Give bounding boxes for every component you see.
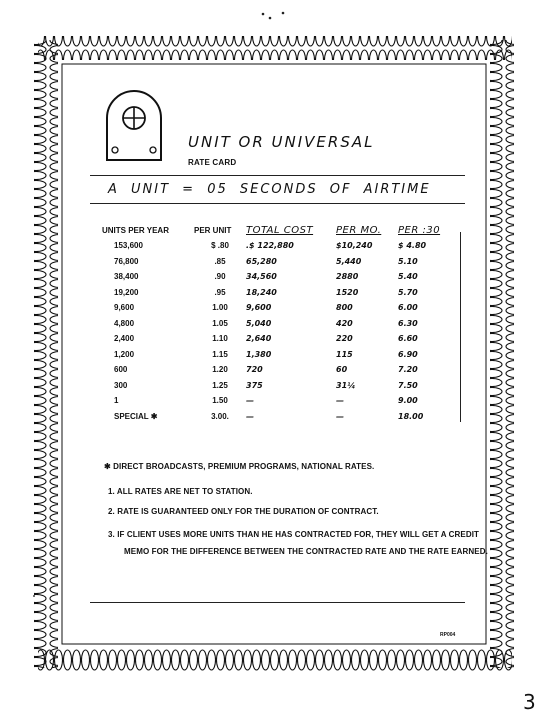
note-3-continued: MEMO FOR THE DIFFERENCE BETWEEN THE CONTRACTED RATE AND THE RATE EARNED. (124, 547, 488, 556)
table-cell: 1 (114, 396, 119, 406)
table-row (102, 300, 458, 316)
table-cell: 6.30 (398, 318, 418, 328)
table-cell: 1520 (336, 287, 359, 297)
table-cell: — (246, 396, 254, 406)
table-cell: 420 (336, 318, 353, 328)
table-cell: 9,600 (246, 303, 272, 313)
table-cell: 5.10 (398, 256, 418, 266)
table-cell: .95 (214, 287, 226, 297)
table-cell: 4,800 (114, 318, 135, 328)
table-cell: 9,600 (114, 303, 135, 313)
table-cell: 19,200 (114, 287, 139, 297)
column-header: PER MO. (336, 224, 382, 236)
table-cell: 720 (246, 365, 263, 375)
table-cell: $10,240 (336, 241, 373, 251)
column-header: TOTAL COST (246, 224, 314, 236)
table-cell: 5.40 (398, 272, 418, 282)
divider (90, 175, 465, 176)
table-cell: 34,560 (246, 272, 277, 282)
unit-definition: A UNIT = 05 SECONDS OF AIRTIME (108, 182, 431, 197)
table-row (102, 409, 458, 425)
table-cell: 38,400 (114, 272, 139, 282)
table-cell: 7.20 (398, 365, 418, 375)
column-header: UNITS PER YEAR (102, 225, 169, 235)
table-row (102, 238, 458, 254)
table-cell: 375 (246, 380, 263, 390)
page-number: 3 (523, 690, 537, 714)
column-header: PER :30 (398, 224, 441, 236)
form-code: RP004 (440, 632, 456, 638)
table-row (102, 362, 458, 378)
note-special: ✱ DIRECT BROADCASTS, PREMIUM PROGRAMS, NATIONAL RATES. (104, 462, 375, 471)
rate-table (102, 222, 458, 424)
table-row (102, 269, 458, 285)
table-cell: 65,280 (246, 256, 277, 266)
table-cell: 2,400 (114, 334, 135, 344)
table-cell: 115 (336, 349, 353, 359)
table-cell: 1.15 (212, 349, 228, 359)
table-cell: 1.50 (212, 396, 228, 406)
table-row (102, 331, 458, 347)
table-cell: 18.00 (398, 411, 424, 421)
table-row (102, 378, 458, 394)
table-cell: 1,380 (246, 349, 272, 359)
table-cell: $ 4.80 (398, 241, 427, 251)
table-cell: 6.90 (398, 349, 418, 359)
table-cell: 7.50 (398, 380, 418, 390)
table-cell: 5.70 (398, 287, 418, 297)
note-1: 1. ALL RATES ARE NET TO STATION. (108, 487, 253, 496)
table-cell: 31¼ (336, 380, 356, 390)
table-cell: .85 (214, 256, 226, 266)
table-cell: 220 (336, 334, 353, 344)
divider (90, 602, 465, 603)
table-cell: 1.10 (212, 334, 228, 344)
table-row (102, 393, 458, 409)
table-row (102, 285, 458, 301)
table-cell: — (246, 411, 254, 421)
table-cell: 800 (336, 303, 353, 313)
note-2: 2. RATE IS GUARANTEED ONLY FOR THE DURATION OF CONTRACT. (108, 507, 379, 516)
table-cell: 153,600 (114, 241, 143, 251)
table-cell: 1,200 (114, 349, 135, 359)
table-cell: .$ 122,880 (246, 241, 294, 251)
subtitle: RATE CARD (188, 158, 237, 167)
table-cell: — (336, 396, 344, 406)
table-cell: 300 (114, 380, 128, 390)
table-cell: 18,240 (246, 287, 277, 297)
note-3: 3. IF CLIENT USES MORE UNITS THAN HE HAS CONTRACTED FOR, THEY WILL GET A CREDIT (108, 530, 480, 539)
table-cell: 1.20 (212, 365, 228, 375)
table-cell: 60 (336, 365, 348, 375)
vertical-rule (460, 232, 461, 422)
table-cell: 6.00 (398, 303, 418, 313)
table-cell: 5,440 (336, 256, 362, 266)
table-row (102, 254, 458, 270)
table-row (102, 347, 458, 363)
title: UNIT OR UNIVERSAL (188, 133, 375, 151)
table-cell: 1.00 (212, 303, 228, 313)
column-header: PER UNIT (194, 225, 232, 235)
table-cell: — (336, 411, 344, 421)
table-cell: 6.60 (398, 334, 418, 344)
table-cell: $ .80 (211, 241, 229, 251)
table-header-row (102, 222, 458, 238)
table-cell: 3.00. (211, 411, 229, 421)
table-cell: 76,800 (114, 256, 139, 266)
table-row (102, 316, 458, 332)
table-cell: 600 (114, 365, 128, 375)
table-cell: 2,640 (246, 334, 272, 344)
table-cell: 9.00 (398, 396, 418, 406)
divider (90, 203, 465, 204)
table-cell: 1.05 (212, 318, 228, 328)
table-cell: 2880 (336, 272, 359, 282)
arched-window-logo (103, 88, 165, 162)
table-cell: .90 (214, 272, 226, 282)
table-cell: 5,040 (246, 318, 272, 328)
table-cell: SPECIAL ✱ (114, 411, 158, 421)
table-cell: 1.25 (212, 380, 228, 390)
